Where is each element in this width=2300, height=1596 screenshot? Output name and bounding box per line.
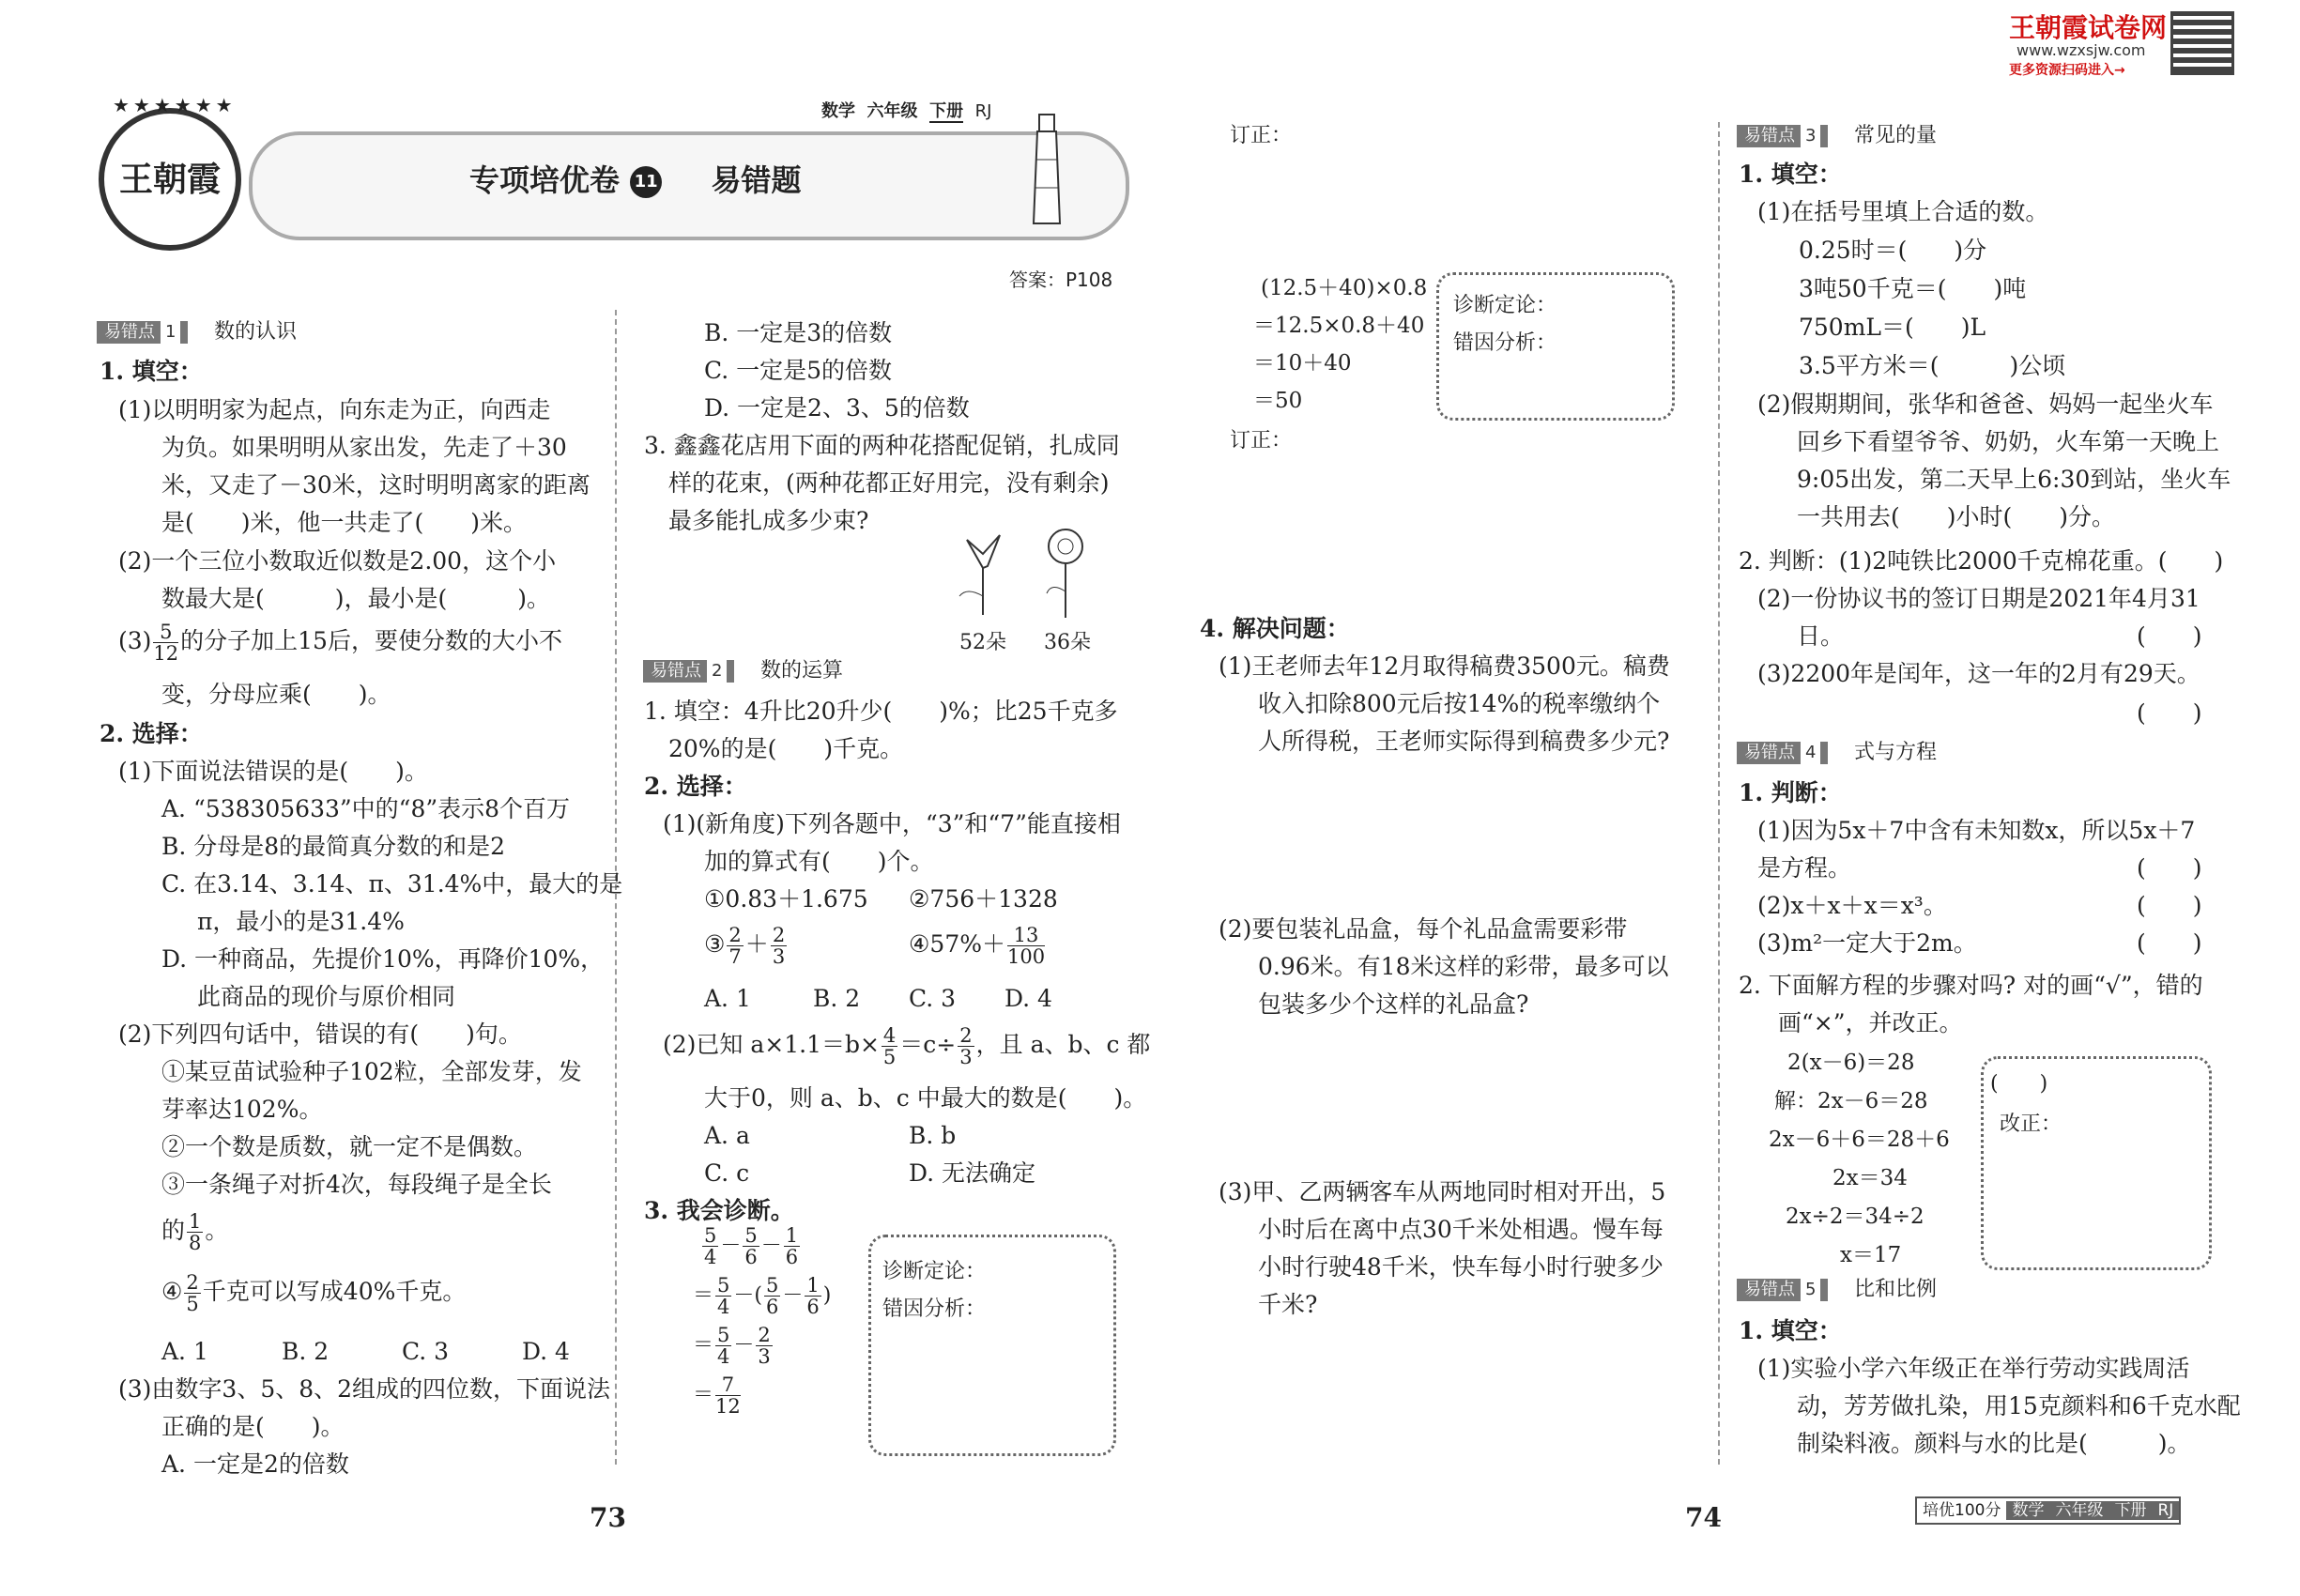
s4-q2-line2: 画“×”，并改正。 bbox=[1778, 1009, 1963, 1036]
mid-s2-item2: ②756＋1328 bbox=[909, 885, 1058, 913]
fraction: $\frac{2}{3}$ bbox=[772, 924, 786, 968]
q1-1-line4: 是( )米，他一共走了( )米。 bbox=[161, 509, 528, 536]
calc-block: (12.5＋40)×0.8 ＝12.5×0.8＋40 ＝10＋40 ＝50 bbox=[1253, 276, 1428, 413]
s3-q1-1-c: 750mL＝( )L bbox=[1799, 314, 1986, 341]
s3-q1-1-a: 0.25时＝( )分 bbox=[1799, 237, 1987, 264]
mid-s2-item4: ④57%＋ $\frac{13}{100}$ bbox=[909, 924, 1046, 968]
mid-s2-q2-1-line1: (1)(新角度)下列各题中，“3”和“7”能直接相 bbox=[663, 810, 1121, 837]
s4-q1-paren-3[interactable]: ( ) bbox=[2137, 929, 2202, 957]
q2-2-item1b: 芽率达102%。 bbox=[161, 1096, 323, 1123]
fraction: $\frac{2}{3}$ bbox=[959, 1024, 973, 1068]
fix-label-top: 订正： bbox=[1230, 124, 1293, 147]
section-title-2: 数的运算 bbox=[760, 659, 844, 683]
q4-2-line2: 0.96米。有18米这样的彩带，最多可以 bbox=[1258, 953, 1669, 980]
s3-q2-paren-1[interactable]: ( ) bbox=[2137, 622, 2202, 650]
q2-2-opt-b: B. 2 bbox=[282, 1338, 330, 1365]
q4-2-line1: (2)要包装礼品盒，每个礼品盒需要彩带 bbox=[1219, 915, 1628, 943]
diag-box2-conclusion: 诊断定论： bbox=[1453, 294, 1557, 317]
s3-q2-line3: 日。 bbox=[1797, 622, 1845, 650]
header-meta: 数学 六年级 下册 RJ bbox=[821, 101, 992, 121]
section-tag-2: 易错点 2 bbox=[643, 660, 734, 683]
q1-3-line1: (3) $\frac{5}{12}$ 的分子加上15后，要使分数的大小不 bbox=[118, 621, 562, 665]
section-title-3: 常见的量 bbox=[1854, 124, 1938, 147]
q2-2-opt-a: A. 1 bbox=[161, 1338, 208, 1365]
s5-q1-1-line1: (1)实验小学六年级正在举行劳动实践周活 bbox=[1757, 1355, 2190, 1382]
mid-s2-item3: ③ $\frac{2}{7}$ ＋ $\frac{2}{3}$ bbox=[704, 924, 786, 968]
s5-q1-1-line2: 动，芳芳做扎染，用15克颜料和6千克水配 bbox=[1797, 1392, 2241, 1420]
section-title-4: 式与方程 bbox=[1854, 741, 1938, 764]
q2-1-opt-b: B. 分母是8的最简真分数的和是2 bbox=[161, 833, 506, 860]
q2-3-line1: (3)由数字3、5、8、2组成的四位数，下面说法 bbox=[118, 1375, 611, 1403]
section-tag-4: 易错点 4 bbox=[1737, 742, 1828, 764]
mid-s2-q2-1-line2: 加的算式有( )个。 bbox=[704, 848, 934, 875]
mid-q3-line2: 样的花束，(两种花都正好用完，没有剩余) bbox=[668, 469, 1110, 497]
mid-q3-line1: 3. 鑫鑫花店用下面的两种花搭配促销，扎成同 bbox=[644, 432, 1120, 459]
q1-3-line2: 变，分母应乘( )。 bbox=[161, 681, 391, 708]
s5-q1-1-line3: 制染料液。颜料与水的比是( )。 bbox=[1797, 1430, 2191, 1457]
diag-box2-analysis: 错因分析： bbox=[1453, 331, 1557, 355]
s3-q1: 1. 填空： bbox=[1739, 161, 1842, 188]
q2-2-opt-d: D. 4 bbox=[522, 1338, 570, 1365]
q2-1: (1)下面说法错误的是( )。 bbox=[118, 758, 428, 785]
mid-s2-q1-line1: 1. 填空：4升比20升少( )%；比25千克多 bbox=[644, 698, 1118, 725]
q4-1-line1: (1)王老师去年12月取得稿费3500元。稿费 bbox=[1219, 652, 1670, 680]
mid-s2-q2: 2. 选择： bbox=[644, 773, 747, 800]
s4-q1-1-line2: 是方程。 bbox=[1757, 854, 1852, 882]
q2-1-opt-d1: D. 一种商品，先提价10%，再降价10%， bbox=[161, 945, 605, 973]
mid-q3-line3: 最多能扎成多少束? bbox=[668, 507, 869, 534]
mid-s2-q2-2-opt-c: C. c bbox=[704, 1159, 750, 1187]
fraction: $\frac{4}{5}$ bbox=[882, 1024, 897, 1068]
fraction: $\frac{2}{7}$ bbox=[728, 924, 742, 968]
q4-3-line3: 小时行驶48千米，快车每小时行驶多少 bbox=[1258, 1253, 1664, 1281]
brand-slogan: 更多资源扫码进入→ bbox=[2009, 63, 2125, 78]
logo-text: 王朝霞 bbox=[118, 160, 221, 199]
fraction: $\frac{13}{100}$ bbox=[1006, 924, 1046, 968]
q1-1-line1: (1)以明明家为起点，向东走为正，向西走 bbox=[118, 396, 551, 423]
lighthouse-icon bbox=[1028, 103, 1066, 225]
mid-s2-q2-2-opt-b: B. b bbox=[909, 1122, 957, 1149]
correction-box-fix: 改正： bbox=[2000, 1113, 2062, 1136]
mid-s2-q2-2-line2: 大于0，则 a、b、c 中最大的数是( )。 bbox=[704, 1084, 1147, 1112]
q2-3-line2: 正确的是( )。 bbox=[161, 1413, 345, 1440]
correction-box-paren[interactable]: ( ) bbox=[1990, 1072, 2048, 1096]
fraction: $\frac{2}{5}$ bbox=[186, 1271, 199, 1315]
mid-opt-b: B. 一定是3的倍数 bbox=[704, 319, 893, 346]
q1-1-line3: 米，又走了－30米，这时明明离家的距离 bbox=[161, 471, 590, 499]
diag-calc-1: $\frac{5}{4}$ － $\frac{5}{6}$ － $\frac{1}{6}$ ＝ $\frac{5}{4}$ －( $\frac{5}{6}$ － $\frac{1}{6}$ ) ＝ $\frac{5}{4}$ － $\frac{2}{3}$ ＝ $\frac{7}{12}$ bbox=[693, 1224, 832, 1418]
mid-s2-q3: 3. 我会诊断。 bbox=[644, 1197, 794, 1224]
s3-q2-line1: 2. 判断：(1)2吨铁比2000千克棉花重。( ) bbox=[1739, 547, 2224, 575]
lily-flower-icon bbox=[948, 530, 1019, 620]
rose-flower-icon bbox=[1042, 526, 1089, 620]
q2-2-item3: ③一条绳子对折4次，每段绳子是全长 bbox=[161, 1171, 552, 1198]
s3-q2-line2: (2)一份协议书的签订日期是2021年4月31 bbox=[1757, 585, 2200, 612]
s5-q1: 1. 填空： bbox=[1739, 1317, 1842, 1344]
mid-s2-opt-d: D. 4 bbox=[1004, 985, 1052, 1012]
s4-q1-1-line1: (1)因为5x＋7中含有未知数x，所以5x＋7 bbox=[1757, 817, 2196, 844]
mid-s2-q2-2-line1: (2)已知 a×1.1＝b× $\frac{4}{5}$ ＝c÷ $\frac{2}{3}$ ，且 a、b、c 都 bbox=[663, 1024, 1151, 1068]
q2-2-item4: ④ $\frac{2}{5}$ 千克可以写成40%千克。 bbox=[161, 1271, 467, 1315]
s4-q1-2: (2)x＋x＋x＝x³。 bbox=[1757, 892, 1947, 919]
footer-badge: 培优100分 数学 六年级 下册 RJ bbox=[1915, 1496, 2181, 1525]
q4-1-line3: 人所得税，王老师实际得到稿费多少元? bbox=[1258, 728, 1670, 755]
answer-ref: 答案：P108 bbox=[1009, 269, 1113, 291]
s3-q1-2-line1: (2)假期期间，张华和爸爸、妈妈一起坐火车 bbox=[1757, 391, 2214, 418]
mid-opt-c: C. 一定是5的倍数 bbox=[704, 357, 893, 384]
q4-label: 4. 解决问题： bbox=[1200, 615, 1350, 642]
q2-2-item3b: 的 $\frac{1}{8}$ 。 bbox=[161, 1210, 229, 1254]
q4-3-line2: 小时后在离中点30千米处相遇。慢车每 bbox=[1258, 1216, 1664, 1243]
s3-q1-1: (1)在括号里填上合适的数。 bbox=[1757, 198, 2049, 225]
mid-s2-item1: ①0.83＋1.675 bbox=[704, 885, 868, 913]
s4-q1-3: (3)m²一定大于2m。 bbox=[1757, 929, 1977, 957]
q2-2-item1a: ①某豆苗试验种子102粒，全部发芽，发 bbox=[161, 1058, 582, 1085]
brand-url: www.wzxsjw.com bbox=[2016, 41, 2146, 59]
logo-stars: ★★★★★★ bbox=[113, 94, 237, 116]
q1-2-line2: 数最大是( )，最小是( )。 bbox=[161, 585, 551, 612]
q1-label: 1. 填空： bbox=[100, 358, 203, 385]
fix-label-2: 订正： bbox=[1230, 429, 1293, 453]
s3-q2-line4: (3)2200年是闰年，这一年的2月有29天。 bbox=[1757, 660, 2200, 687]
flower-count-2: 36朵 bbox=[1044, 631, 1091, 654]
s4-q1-paren-2[interactable]: ( ) bbox=[2137, 892, 2202, 919]
logo bbox=[99, 108, 241, 251]
mid-s2-opt-c: C. 3 bbox=[909, 985, 957, 1012]
section-title-1: 数的认识 bbox=[214, 320, 298, 344]
q1-2-line1: (2)一个三位小数取近似数是2.00，这个小 bbox=[118, 547, 557, 575]
q4-2-line3: 包装多少个这样的礼品盒? bbox=[1258, 990, 1529, 1018]
fraction: $\frac{1}{8}$ bbox=[189, 1210, 202, 1254]
divider-right bbox=[1718, 122, 1720, 1465]
q2-1-opt-a: A. “538305633”中的“8”表示8个百万 bbox=[161, 795, 571, 822]
q2-2-opt-c: C. 3 bbox=[402, 1338, 450, 1365]
s4-q1: 1. 判断： bbox=[1739, 779, 1842, 806]
q2-2: (2)下列四句话中，错误的有( )句。 bbox=[118, 1021, 522, 1048]
s3-q1-2-line4: 一共用去( )小时( )分。 bbox=[1797, 503, 2116, 530]
q4-3-line4: 千米? bbox=[1258, 1291, 1318, 1318]
section-tag-3: 易错点 3 bbox=[1737, 125, 1828, 147]
qr-code-icon bbox=[2170, 11, 2234, 75]
title-number: 11 bbox=[630, 166, 662, 198]
s3-q2-paren-2[interactable]: ( ) bbox=[2137, 699, 2202, 727]
mid-s2-q2-2-opt-d: D. 无法确定 bbox=[909, 1159, 1036, 1187]
q4-3-line1: (3)甲、乙两辆客车从两地同时相对开出，5 bbox=[1219, 1178, 1666, 1205]
section-tag-1: 易错点 1 bbox=[97, 321, 188, 344]
page-number-73: 73 bbox=[590, 1502, 626, 1533]
s4-q2-line1: 2. 下面解方程的步骤对吗? 对的画“√”，错的 bbox=[1739, 972, 2203, 999]
diag-box1-conclusion: 诊断定论： bbox=[882, 1260, 987, 1283]
q2-3-opt-a: A. 一定是2的倍数 bbox=[161, 1450, 349, 1478]
equation-steps: 2(x－6)＝28 解：2x－6＝28 2x－6＋6＝28＋6 2x＝34 2x÷2＝34÷2 x＝17 bbox=[1769, 1051, 1950, 1267]
s3-q1-1-b: 3吨50千克＝( )吨 bbox=[1799, 275, 2027, 302]
mid-opt-d: D. 一定是2、3、5的倍数 bbox=[704, 394, 970, 422]
brand-name: 王朝霞试卷网 bbox=[2009, 12, 2168, 43]
section-title-5: 比和比例 bbox=[1854, 1278, 1938, 1301]
page-title: 专项培优卷 11 易错题 bbox=[469, 162, 802, 198]
s3-q1-2-line3: 9:05出发，第二天早上6:30到站，坐火车 bbox=[1797, 466, 2231, 493]
q2-label: 2. 选择： bbox=[100, 720, 203, 747]
mid-s2-q2-2-opt-a: A. a bbox=[704, 1122, 750, 1149]
fraction: $\frac{5}{12}$ bbox=[153, 621, 179, 665]
q2-2-item2: ②一个数是质数，就一定不是偶数。 bbox=[161, 1133, 538, 1160]
q1-1-line2: 为负。如果明明从家出发，先走了＋30 bbox=[161, 434, 567, 461]
diag-box1-analysis: 错因分析： bbox=[882, 1297, 987, 1321]
s4-q1-paren-1[interactable]: ( ) bbox=[2137, 854, 2202, 882]
s3-q1-2-line2: 回乡下看望爷爷、奶奶，火车第一天晚上 bbox=[1797, 428, 2220, 455]
q2-1-opt-d2: 此商品的现价与原价相同 bbox=[197, 983, 456, 1010]
mid-s2-q1-line2: 20%的是( )千克。 bbox=[668, 735, 904, 762]
q4-1-line2: 收入扣除800元后按14%的税率缴纳个 bbox=[1258, 690, 1661, 717]
flower-count-1: 52朵 bbox=[959, 631, 1006, 654]
page-number-74: 74 bbox=[1685, 1502, 1722, 1533]
mid-s2-opt-a: A. 1 bbox=[704, 985, 751, 1012]
s3-q1-1-d: 3.5平方米＝( )公顷 bbox=[1799, 352, 2066, 379]
q2-1-opt-c1: C. 在3.14、3.14、π、31.4%中，最大的是 bbox=[161, 870, 623, 898]
q2-1-opt-c2: π，最小的是31.4% bbox=[197, 908, 405, 935]
section-tag-5: 易错点 5 bbox=[1737, 1279, 1828, 1301]
mid-s2-opt-b: B. 2 bbox=[813, 985, 861, 1012]
